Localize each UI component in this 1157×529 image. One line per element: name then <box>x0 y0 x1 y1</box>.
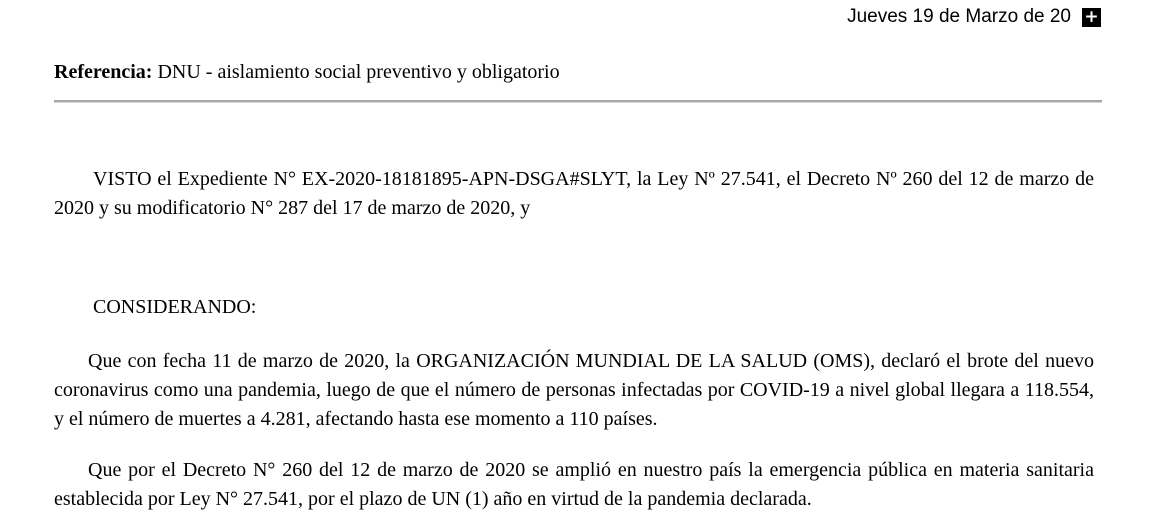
reference-label: Referencia: <box>54 61 153 83</box>
reference-text: DNU - aislamiento social preventivo y obligatorio <box>157 61 560 83</box>
considerando-paragraph-1: Que con fecha 11 de marzo de 2020, la ORGANIZACIÓN MUNDIAL DE LA SALUD (OMS), declaró el brote del nuevo coronavirus como una pandemia, luego de que el número de personas infectadas por COVID-19 a nivel global llegara a 118.554, y el número de muertes a 4.281, afectando hasta ese momento a 110 países. <box>54 350 1094 430</box>
document-date: Jueves 19 de Marzo de 20 <box>847 6 1071 27</box>
expand-icon[interactable]: + <box>1082 8 1101 27</box>
header-divider <box>54 100 1102 103</box>
visto-paragraph: VISTO el Expediente N° EX-2020-18181895-APN-DSGA#SLYT, la Ley Nº 27.541, el Decreto Nº 260 del 12 de marzo de 2020 y su modificatorio N° 287 del 17 de marzo de 2020, y <box>54 168 1094 219</box>
considerando-paragraph-2: Que por el Decreto N° 260 del 12 de marzo de 2020 se amplió en nuestro país la emergencia pública en materia sanitaria establecida por Ley N° 27.541, por el plazo de UN (1) año en virtud de la pandemia declarada. <box>54 459 1094 510</box>
reference-line <box>54 61 1094 84</box>
considerando-heading: CONSIDERANDO: <box>93 296 257 318</box>
